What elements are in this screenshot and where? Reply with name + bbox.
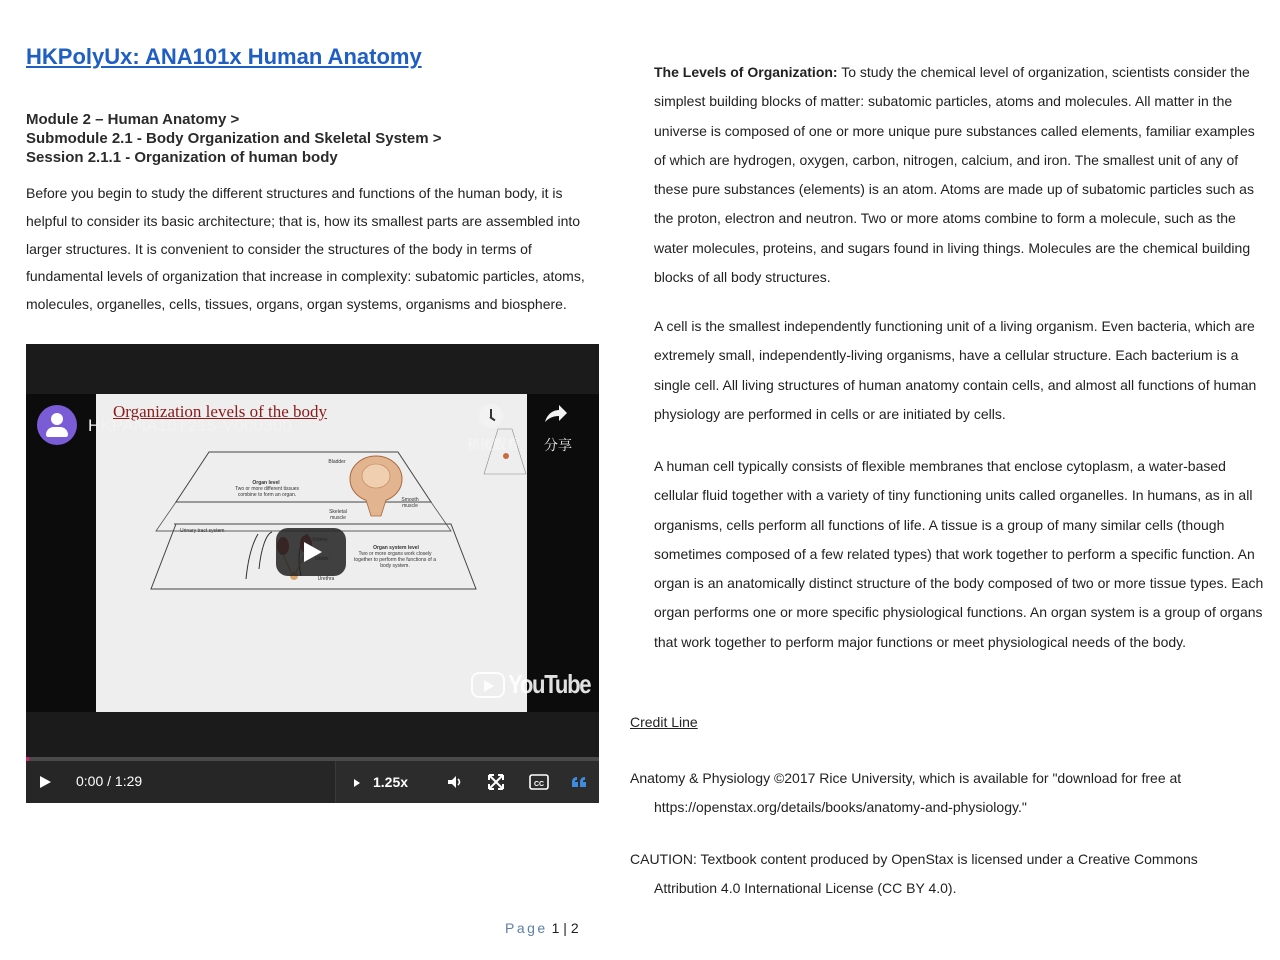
watch-later-icon[interactable]	[479, 404, 503, 428]
breadcrumb-submodule: Submodule 2.1 - Body Organization and Skeletal System >	[26, 130, 442, 147]
share-icon[interactable]	[541, 402, 569, 426]
page-word: Page	[505, 920, 548, 936]
caution-text: CAUTION: Textbook content produced by OpenStax is licensed under a Creative Commons Attribution 4.0 International License (CC BY 4.0).	[630, 851, 1198, 897]
quote-icon[interactable]	[570, 773, 588, 791]
play-icon[interactable]	[40, 776, 51, 788]
volume-icon[interactable]	[446, 773, 464, 791]
fullscreen-icon[interactable]	[487, 773, 505, 791]
slide-label-organ-level: Organ level	[252, 480, 280, 486]
captions-icon[interactable]	[529, 773, 549, 791]
share-label[interactable]: 分享	[544, 437, 572, 453]
intro-paragraph: Before you begin to study the different structures and functions of the human body, it is helpful to consider its basic architecture; that is, how its smallest parts are assembled into larger structures. It is convenient to consider the structures of the body in terms of fundamental levels of organization that increase in complexity: subatomic particles, atoms, molecules, organelles, cells, tissues, organs, organ systems, organisms and biosphere.	[26, 185, 585, 313]
human-cell-paragraph: A human cell typically consists of flexible membranes that enclose cytoplasm, a water-based cellular fluid together with a variety of tiny functioning units called organelles. In humans, as in all organisms, cells perform all functions of life. A tissue is a group of many similar cells (though sometimes composed of a few related types) that work together to perform a specific function. An organ is an anatomically distinct structure of the body composed of two or more tissue types. Each organ performs one or more specific physiological functions. An organ system is a group of organs that work together to perform major functions or meet physiological needs of the body.	[654, 458, 1264, 650]
course-title-link[interactable]: HKPolyUx: ANA101x Human Anatomy	[26, 44, 422, 69]
slide-label-smooth-muscle: Smooth muscle	[401, 497, 419, 509]
page-number: 1	[551, 920, 560, 936]
time-display: 0:00 / 1:29	[76, 773, 143, 789]
watch-later-label[interactable]: 稍後觀看	[467, 437, 520, 452]
video-letterbox-top	[26, 344, 599, 394]
big-play-button[interactable]	[276, 528, 346, 576]
video-title[interactable]: HKPANA10T215-V000300	[88, 416, 293, 435]
slide-label-skeletal-muscle: Skeletal muscle	[329, 509, 347, 521]
slide-label-organ-system-desc: Two or more organs work closely together to perform the functions of a body system.	[354, 551, 436, 569]
levels-lead: The Levels of Organization:	[654, 64, 838, 80]
breadcrumb-module: Module 2 – Human Anatomy >	[26, 111, 240, 128]
channel-avatar[interactable]	[37, 405, 77, 445]
breadcrumb-session: Session 2.1.1 - Organization of human body	[26, 149, 338, 166]
attribution-text: Anatomy & Physiology ©2017 Rice University, which is available for "download for free at https://openstax.org/details/books/anatomy-and-physiology."	[630, 770, 1182, 816]
video-letterbox-bottom	[26, 712, 599, 757]
youtube-wordmark: YouTube	[508, 669, 591, 699]
cell-paragraph: A cell is the smallest independently functioning unit of a living organism. Even bacteria, which are extremely small, independently-living organisms, have a cellular structure. Each bacterium is a single cell. All living structures of human anatomy contain cells, and almost all functions of human physiology are performed in cells or are initiated by cells.	[654, 318, 1257, 422]
playback-speed-button[interactable]: 1.25x	[373, 774, 409, 790]
slide-title: Organization levels of the body	[113, 402, 328, 421]
svg-text:CC: CC	[533, 781, 545, 788]
levels-text: To study the chemical level of organization, scientists consider the simplest building blocks of matter: subatomic particles, atoms and molecules. All matter in the universe is composed of one or more unique pure substances called elements, familiar examples of which are hydrogen, oxygen, carbon, nitrogen, calcium, and iron. The smallest unit of any of these pure substances (elements) is an atom. Atoms are made up of subatomic particles such as the proton, electron and neutron. Two or more atoms combine to form a molecule, such as the water molecules, proteins, and sugars found in living things. Molecules are the chemical building blocks of all body structures.	[654, 64, 1255, 286]
slide-label-organ-system-level: Organ system level	[373, 545, 419, 551]
youtube-logo[interactable]	[471, 669, 599, 700]
video-player[interactable]	[26, 344, 599, 803]
levels-of-organization-paragraph	[654, 58, 1264, 292]
speed-icon[interactable]	[354, 779, 360, 787]
credit-line-heading: Credit Line	[630, 714, 698, 730]
slide-label-urethra: Urethra	[317, 576, 335, 582]
slide-label-organ-level-desc: Two or more different tissues combine to form an organ.	[234, 486, 300, 498]
player-right-controls	[335, 761, 599, 803]
page-separator: |	[563, 920, 567, 936]
progress-fill	[26, 757, 29, 761]
slide-label-urinary-tract: Urinary tract system	[180, 528, 225, 534]
youtube-play-icon	[471, 672, 505, 698]
slide-label-bladder: Bladder	[328, 459, 346, 465]
breadcrumb	[26, 110, 442, 167]
player-controls	[26, 757, 599, 803]
page-total: 2	[570, 920, 579, 936]
page-footer	[505, 920, 579, 936]
